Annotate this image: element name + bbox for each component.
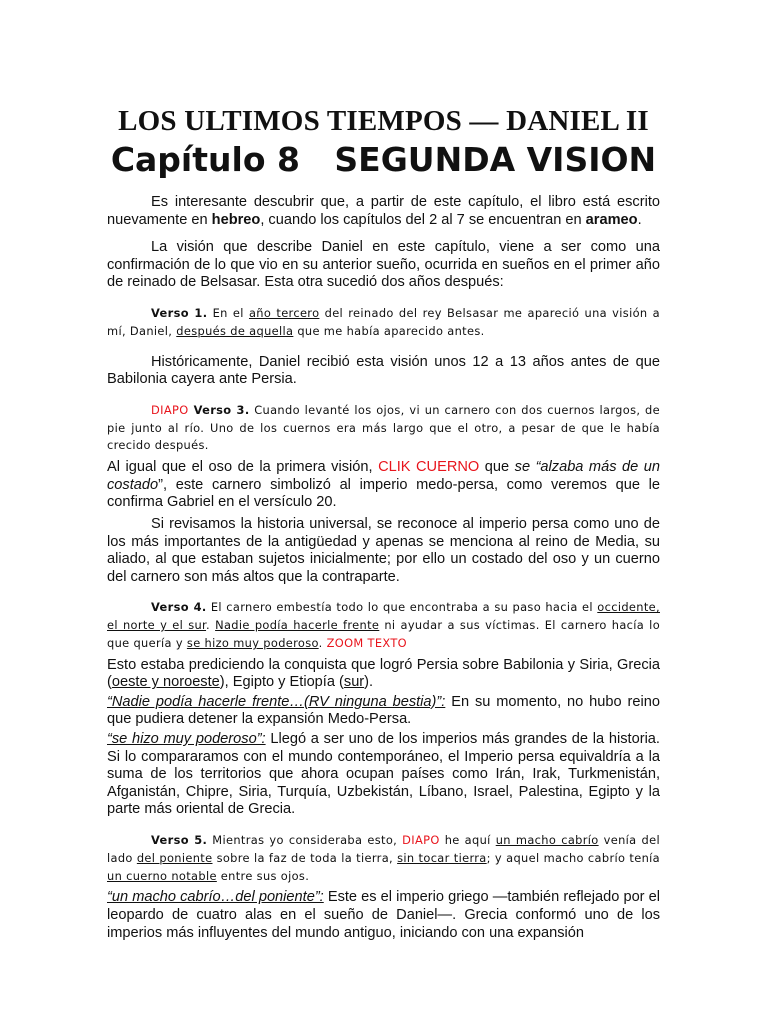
verse-label: Verso 1. — [151, 305, 208, 320]
underlined-phrase: año tercero — [248, 305, 320, 320]
verse-4 — [107, 599, 660, 652]
diapo-annotation: DIAPO — [402, 833, 440, 848]
text-run: Llegó a ser uno de los imperios más grandes de la historia. Si lo compararamos con el mundo contemporáneo, el Imperio persa equivaldría a la suma de los territorios que ahora ocupan países como Irán, Irak, Turkmenistán, Afganistán, Chipre, Siria, Turquía, Uzbekistán, Líbano, Israel, Palestina, Egipto y la parte más oriental de Grecia. — [107, 731, 660, 818]
diapo-annotation: DIAPO — [151, 402, 189, 417]
text-run: ”, este carnero simbolizó al imperio medo-persa, como veremos que le confirma Gabriel en el versículo 20. — [107, 476, 660, 511]
verse-label: Verso 5. — [151, 833, 208, 848]
text-run: que — [479, 459, 515, 476]
text-run: Cuando levanté los ojos, vi un carnero con dos cuernos largos, de pie junto al río. Uno de los cuernos era más largo que el otro, a pesar de que le había crecido después. — [107, 402, 660, 453]
text-run: venía del lado — [107, 833, 660, 865]
paragraph-nadie — [107, 694, 660, 729]
text-run: Mientras yo consideraba esto, — [207, 833, 403, 848]
underlined-phrase: del poniente — [136, 850, 213, 865]
underlined-phrase: sin tocar tierra — [397, 850, 487, 865]
paragraph-conquista — [107, 657, 660, 692]
underlined-phrase: Nadie podía hacerle frente — [215, 618, 380, 633]
bold-term-hebreo: hebreo — [211, 211, 261, 228]
text-run: El carnero embestía todo lo que encontraba a su paso hacia el — [206, 600, 598, 615]
bold-term-arameo: arameo — [585, 211, 638, 228]
text-run: entre sus ojos. — [216, 868, 310, 883]
verse-3 — [107, 402, 660, 455]
verse-5 — [107, 832, 660, 885]
document-content — [107, 104, 660, 942]
paragraph-oso — [107, 459, 660, 512]
text-run: ; y aquel macho cabrío tenía — [486, 850, 661, 865]
text-run: Este es el imperio griego —también reflejado por el leopardo de cuatro alas en el sueño de Daniel—. Grecia conformó uno de los imperios más influyentes del mundo antiguo, iniciando con una expansión — [107, 889, 660, 941]
underlined-phrase: se hizo muy poderoso — [186, 635, 319, 650]
underlined-phrase: oeste y noroeste — [111, 674, 220, 691]
italic-quote: se “alzaba más de un costado — [107, 459, 660, 493]
verse-label: Verso 4. — [151, 600, 207, 615]
underlined-phrase: un cuerno notable — [107, 868, 217, 883]
text-run: . — [318, 635, 327, 650]
paragraph-poderoso — [107, 731, 660, 819]
text-run: que me había aparecido antes. — [293, 323, 485, 338]
text-run: En el — [207, 305, 249, 320]
paragraph-macho-cabrio — [107, 889, 660, 942]
text-run: ni ayudar a sus víctimas. El carnero hacía lo que quería y — [107, 618, 661, 650]
paragraph-historical: Históricamente, Daniel recibió esta visión unos 12 a 13 años antes de que Babilonia cayera ante Persia. — [107, 353, 660, 388]
paragraph-vision: La visión que describe Daniel en este capítulo, viene a ser como una confirmación de lo que vio en su anterior sueño, ocurrida en sueños en el primer año de reinado de Belsasar. Esta otra sucedió dos años después: — [107, 239, 660, 291]
verse-1 — [107, 305, 660, 341]
paragraph-intro — [107, 194, 660, 229]
italic-quote: “un macho cabrío…del poniente”: — [107, 889, 324, 906]
text-run: , cuando los capítulos del 2 al 7 se encuentran en — [260, 211, 586, 228]
underlined-phrase: un macho cabrío — [495, 833, 599, 848]
text-run: ). — [364, 674, 374, 691]
italic-quote: “Nadie podía hacerle frente…(RV ninguna bestia)”: — [107, 693, 446, 710]
text-run: Esto estaba prediciendo la conquista que logró Persia sobre Babilonia y Siria, Grecia ( — [107, 656, 660, 691]
paragraph-historia: Si revisamos la historia universal, se reconoce al imperio persa como uno de los más importantes de la antigüedad y apenas se menciona al reino de Media, su aliado, al que estaban sujetos inicialmente; por ello un costado del oso y un cuerno del carnero son más altos que la contraparte. — [107, 515, 660, 585]
underlined-phrase: occidente, el norte y el sur — [107, 600, 660, 633]
text-run: Es interesante descubrir que, a partir de este capítulo, el libro está escrito nuevamente en — [107, 194, 660, 228]
italic-quote: “se hizo muy poderoso”: — [107, 731, 266, 748]
verse-label: Verso 3. — [188, 402, 250, 417]
text-run: ), Egipto y Etiopía ( — [219, 674, 344, 691]
zoom-texto-annotation: ZOOM TEXTO — [326, 635, 407, 650]
text-run: . — [206, 618, 216, 633]
text-run: Al igual que el oso de la primera visión, — [107, 459, 379, 476]
book-title: LOS ULTIMOS TIEMPOS — DANIEL II — [118, 105, 649, 137]
chapter-title: Capítulo 8 SEGUNDA VISION — [110, 140, 657, 179]
underlined-phrase: después de aquella — [176, 323, 294, 338]
text-run: sobre la faz de toda la tierra, — [212, 850, 398, 865]
text-run: del reinado del rey Belsasar me apareció una visión a mí, Daniel, — [107, 305, 660, 338]
text-run: he aquí — [439, 833, 496, 848]
text-run: En su momento, no hubo reino que pudiera detener la expansión Medo-Persa. — [107, 693, 660, 728]
clik-cuerno-annotation: CLIK CUERNO — [378, 459, 480, 476]
underlined-phrase: sur — [343, 674, 365, 691]
text-run: . — [637, 211, 642, 228]
